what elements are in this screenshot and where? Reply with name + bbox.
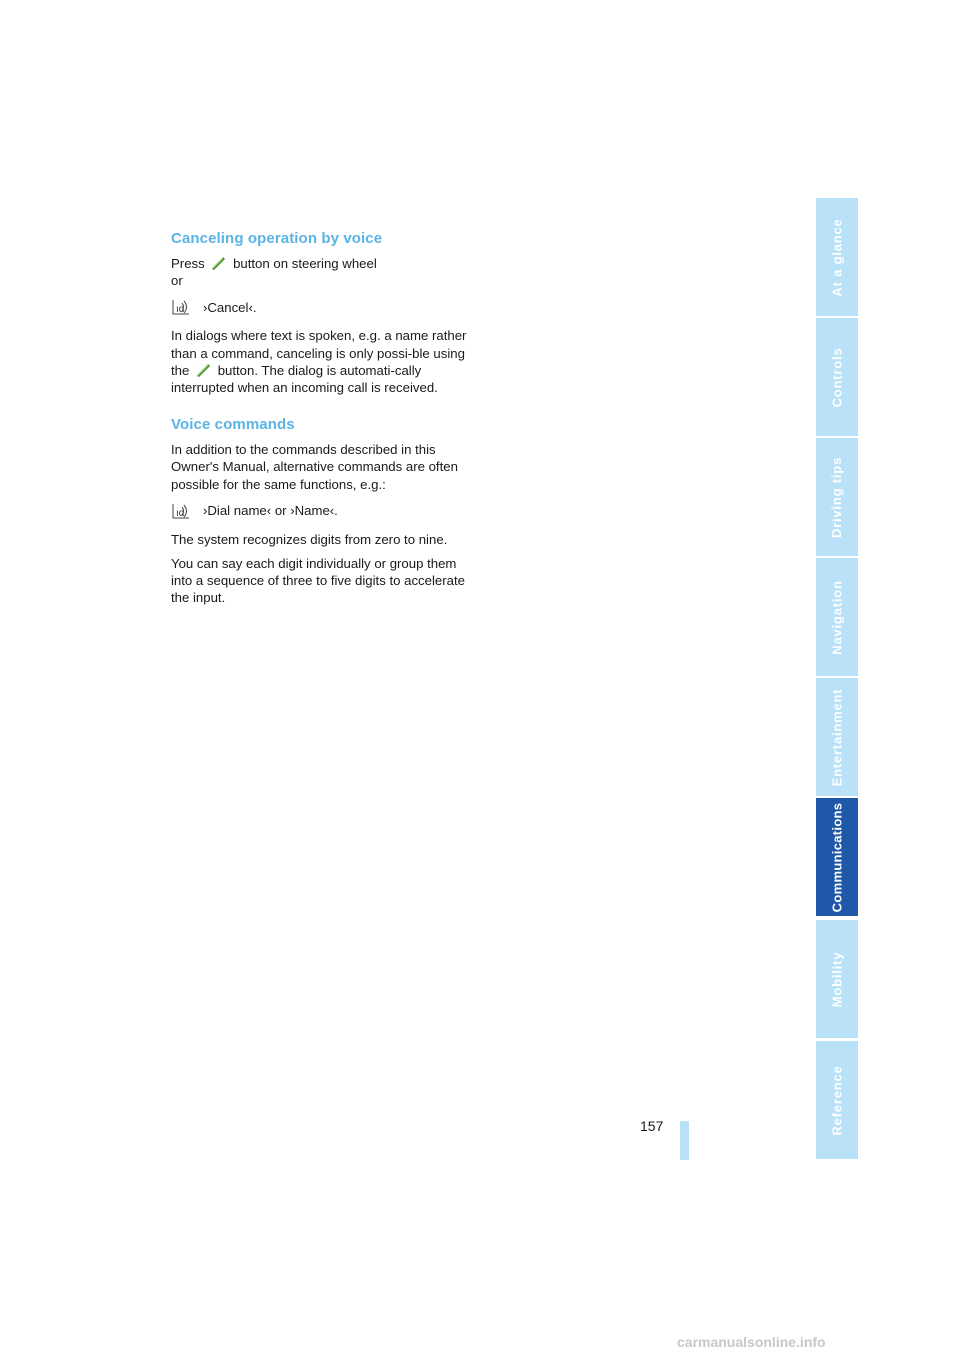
- section-heading-voice-commands: Voice commands: [171, 416, 295, 434]
- voice-command-icon: [171, 501, 191, 521]
- tab-controls[interactable]: Controls: [816, 318, 858, 436]
- press-line: [171, 255, 471, 272]
- chapter-tabs: [816, 198, 858, 1160]
- tab-navigation[interactable]: Navigation: [816, 558, 858, 676]
- steering-talk-button-icon: [195, 362, 212, 378]
- svg-text:ıd: ıd: [176, 304, 185, 316]
- tab-at-a-glance[interactable]: At a glance: [816, 198, 858, 316]
- steering-talk-button-icon: [210, 255, 227, 271]
- or-text: or: [171, 273, 183, 289]
- tab-driving-tips[interactable]: Driving tips: [816, 438, 858, 556]
- page-number: 157: [640, 1118, 664, 1134]
- voice-command-dial: ›Dial name‹ or ›Name‹.: [203, 503, 338, 519]
- dialog-text-after: button. The dialog is automati-cally interrupted when an incoming call is received.: [171, 362, 438, 396]
- press-before-text: Press: [171, 256, 205, 271]
- grouping-paragraph: You can say each digit individually or group them into a sequence of three to five digits to accelerate the input.: [171, 556, 465, 606]
- voice-command-icon: [171, 297, 191, 317]
- watermark: carmanualsonline.info: [677, 1334, 826, 1350]
- page-content: [171, 230, 471, 607]
- dialog-paragraph: [171, 327, 467, 396]
- svg-text:ıd: ıd: [176, 507, 185, 519]
- voice-command-row: [171, 295, 471, 319]
- tab-entertainment[interactable]: Entertainment: [816, 678, 858, 796]
- tab-reference[interactable]: Reference: [816, 1041, 858, 1159]
- dialog-text-before: In dialogs where text is spoken, e.g. a name rather than a command, canceling is only possi-ble using the: [171, 328, 467, 378]
- section-heading-canceling: Canceling operation by voice: [171, 230, 383, 247]
- press-after-text: button on steering wheel: [233, 256, 377, 271]
- page-number-bar: [680, 1121, 689, 1160]
- tab-mobility[interactable]: Mobility: [816, 920, 858, 1038]
- digits-paragraph: The system recognizes digits from zero to nine.: [171, 531, 448, 547]
- voice-command-cancel: ›Cancel‹.: [203, 299, 257, 315]
- intro-paragraph: In addition to the commands described in this Owner's Manual, alternative commands are often possible for the same functions, e.g.:: [171, 442, 458, 492]
- tab-communications[interactable]: Communications: [816, 798, 858, 916]
- voice-command-row: [171, 499, 471, 523]
